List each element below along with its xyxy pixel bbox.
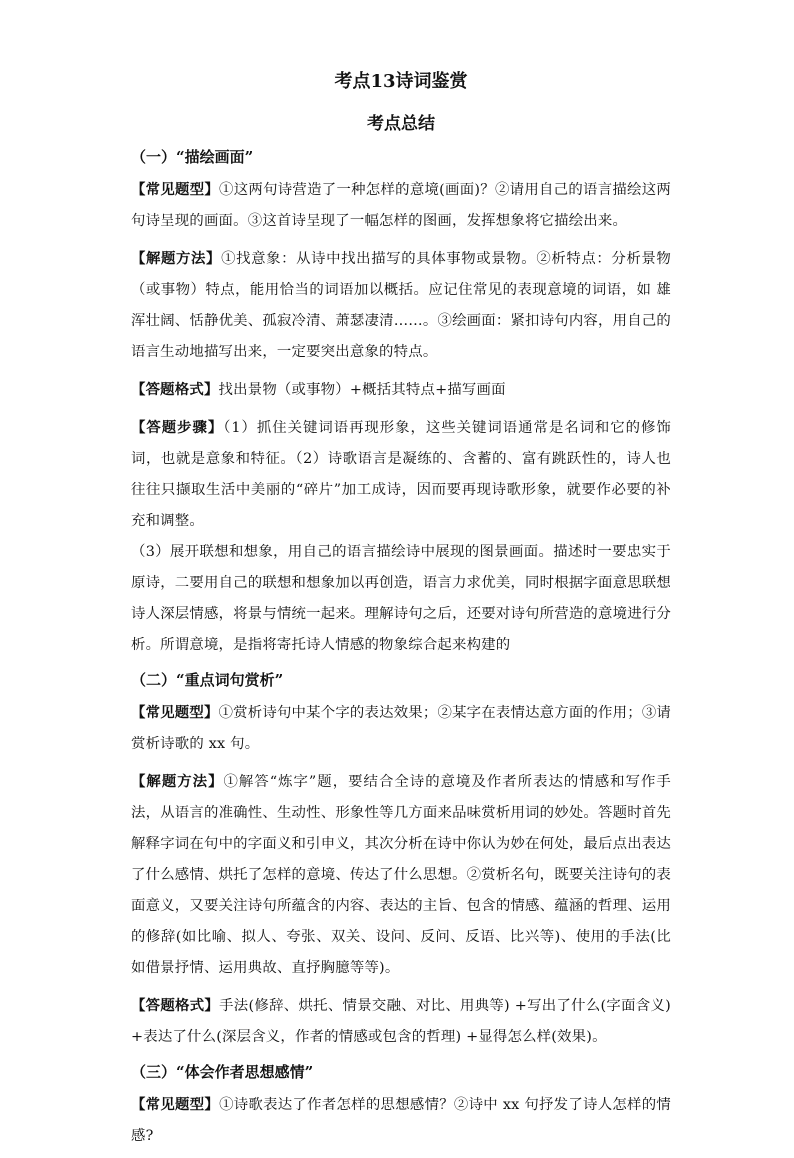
paragraph-text: ①解答“炼字”题，要结合全诗的意境及作者所表达的情感和写作手法，从语言的准确性、生动性、形象性等几方面来品味赏析用词的妙处。答题时首先解释字词在句中的字面义和引申义，其次分析在诗中你认为妙在何处，最后点出表达了什么感情、烘托了怎样的意境、传达了什么思想。②赏析名句，既要关注诗句的表面意义，又要关注诗句所蕴含的内容、表达的主旨、包含的情感、蕴涵的哲理、运用的修辞(如比喻、拟人、夸张、双关、设问、反问、反语、比兴等)、使用的手法(比如借景抒情、运用典故、直抒胸臆等等)。 [131, 774, 671, 976]
document-title: 考点13诗词鉴赏 [334, 71, 468, 92]
paragraph [131, 697, 671, 760]
paragraph [131, 990, 671, 1053]
document-subtitle: 考点总结 [367, 114, 435, 134]
paragraph-tag: 【常见题型】 [131, 704, 219, 721]
paragraph-text: 找出景物（或事物）+概括其特点+描写画面 [218, 382, 506, 398]
paragraph-tag: 【解题方法】 [131, 250, 222, 267]
paragraph [131, 374, 671, 406]
paragraph-tag: 【答题步骤】 [131, 419, 224, 436]
paragraph-tag: 【常见题型】 [131, 1096, 220, 1113]
paragraph-text: ①诗歌表达了作者怎样的思想感情？②诗中 xx 句抒发了诗人怎样的情感? [131, 1097, 672, 1144]
paragraph-text: 手法(修辞、烘托、情景交融、对比、用典等) +写出了什么(字面含义) +表达了什么(深层含义，作者的情感或包含的哲理) +显得怎么样(效果)。 [131, 998, 671, 1045]
paragraph-tag: 【常见题型】 [131, 181, 220, 198]
paragraph-text: ①找意象：从诗中找出描写的具体事物或景物。②析特点：分析景物（或事物）特点，能用恰当的词语加以概括。应记住常见的表现意境的词语，如 雄浑壮阔、恬静优美、孤寂冷清、萧瑟凄清……。③绘画面：紧扣诗句内容，用自己的语言生动地描写出来，一定要突出意象的特点。 [131, 251, 671, 360]
paragraph-text: ①赏析诗句中某个字的表达效果；②某字在表情达意方面的作用；③请赏析诗歌的 xx 句。 [131, 705, 672, 752]
section-heading-2: （二）“重点词句赏析” [131, 671, 284, 689]
paragraph-tag: 【解题方法】 [131, 773, 224, 790]
paragraph [131, 243, 671, 368]
paragraph [131, 1089, 671, 1152]
paragraph [131, 412, 671, 537]
paragraph-tag: 【答题格式】 [131, 381, 219, 398]
section-heading-3: （三）“体会作者思想感情” [131, 1063, 314, 1081]
paragraph [131, 537, 671, 661]
paragraph-text: ①这两句诗营造了一种怎样的意境(画面)？②请用自己的语言描绘这两句诗呈现的画面。③这首诗呈现了一幅怎样的图画，发挥想象将它描绘出来。 [131, 182, 671, 229]
paragraph [131, 174, 671, 237]
paragraph-tag: 【答题格式】 [131, 997, 220, 1014]
paragraph [131, 766, 671, 984]
document-content [131, 70, 671, 1158]
section-heading-1: （一）“描绘画面” [131, 148, 254, 166]
paragraph-text: （3）展开联想和想象，用自己的语言描绘诗中展现的图景画面。描述时一要忠实于原诗，二要用自己的联想和想象加以再创造，语言力求优美，同时根据字面意思联想诗人深层情感，将景与情统一起来。理解诗句之后，还要对诗句所营造的意境进行分析。所谓意境，是指将寄托诗人情感的物象综合起来构建的 [131, 544, 671, 653]
paragraph-text: （1）抓住关键词语再现形象，这些关键词语通常是名词和它的修饰词，也就是意象和特征。（2）诗歌语言是凝练的、含蓄的、富有跳跃性的，诗人也往往只撷取生活中美丽的“碎片”加工成诗，因而要再现诗歌形象，就要作必要的补充和调整。 [131, 420, 671, 529]
